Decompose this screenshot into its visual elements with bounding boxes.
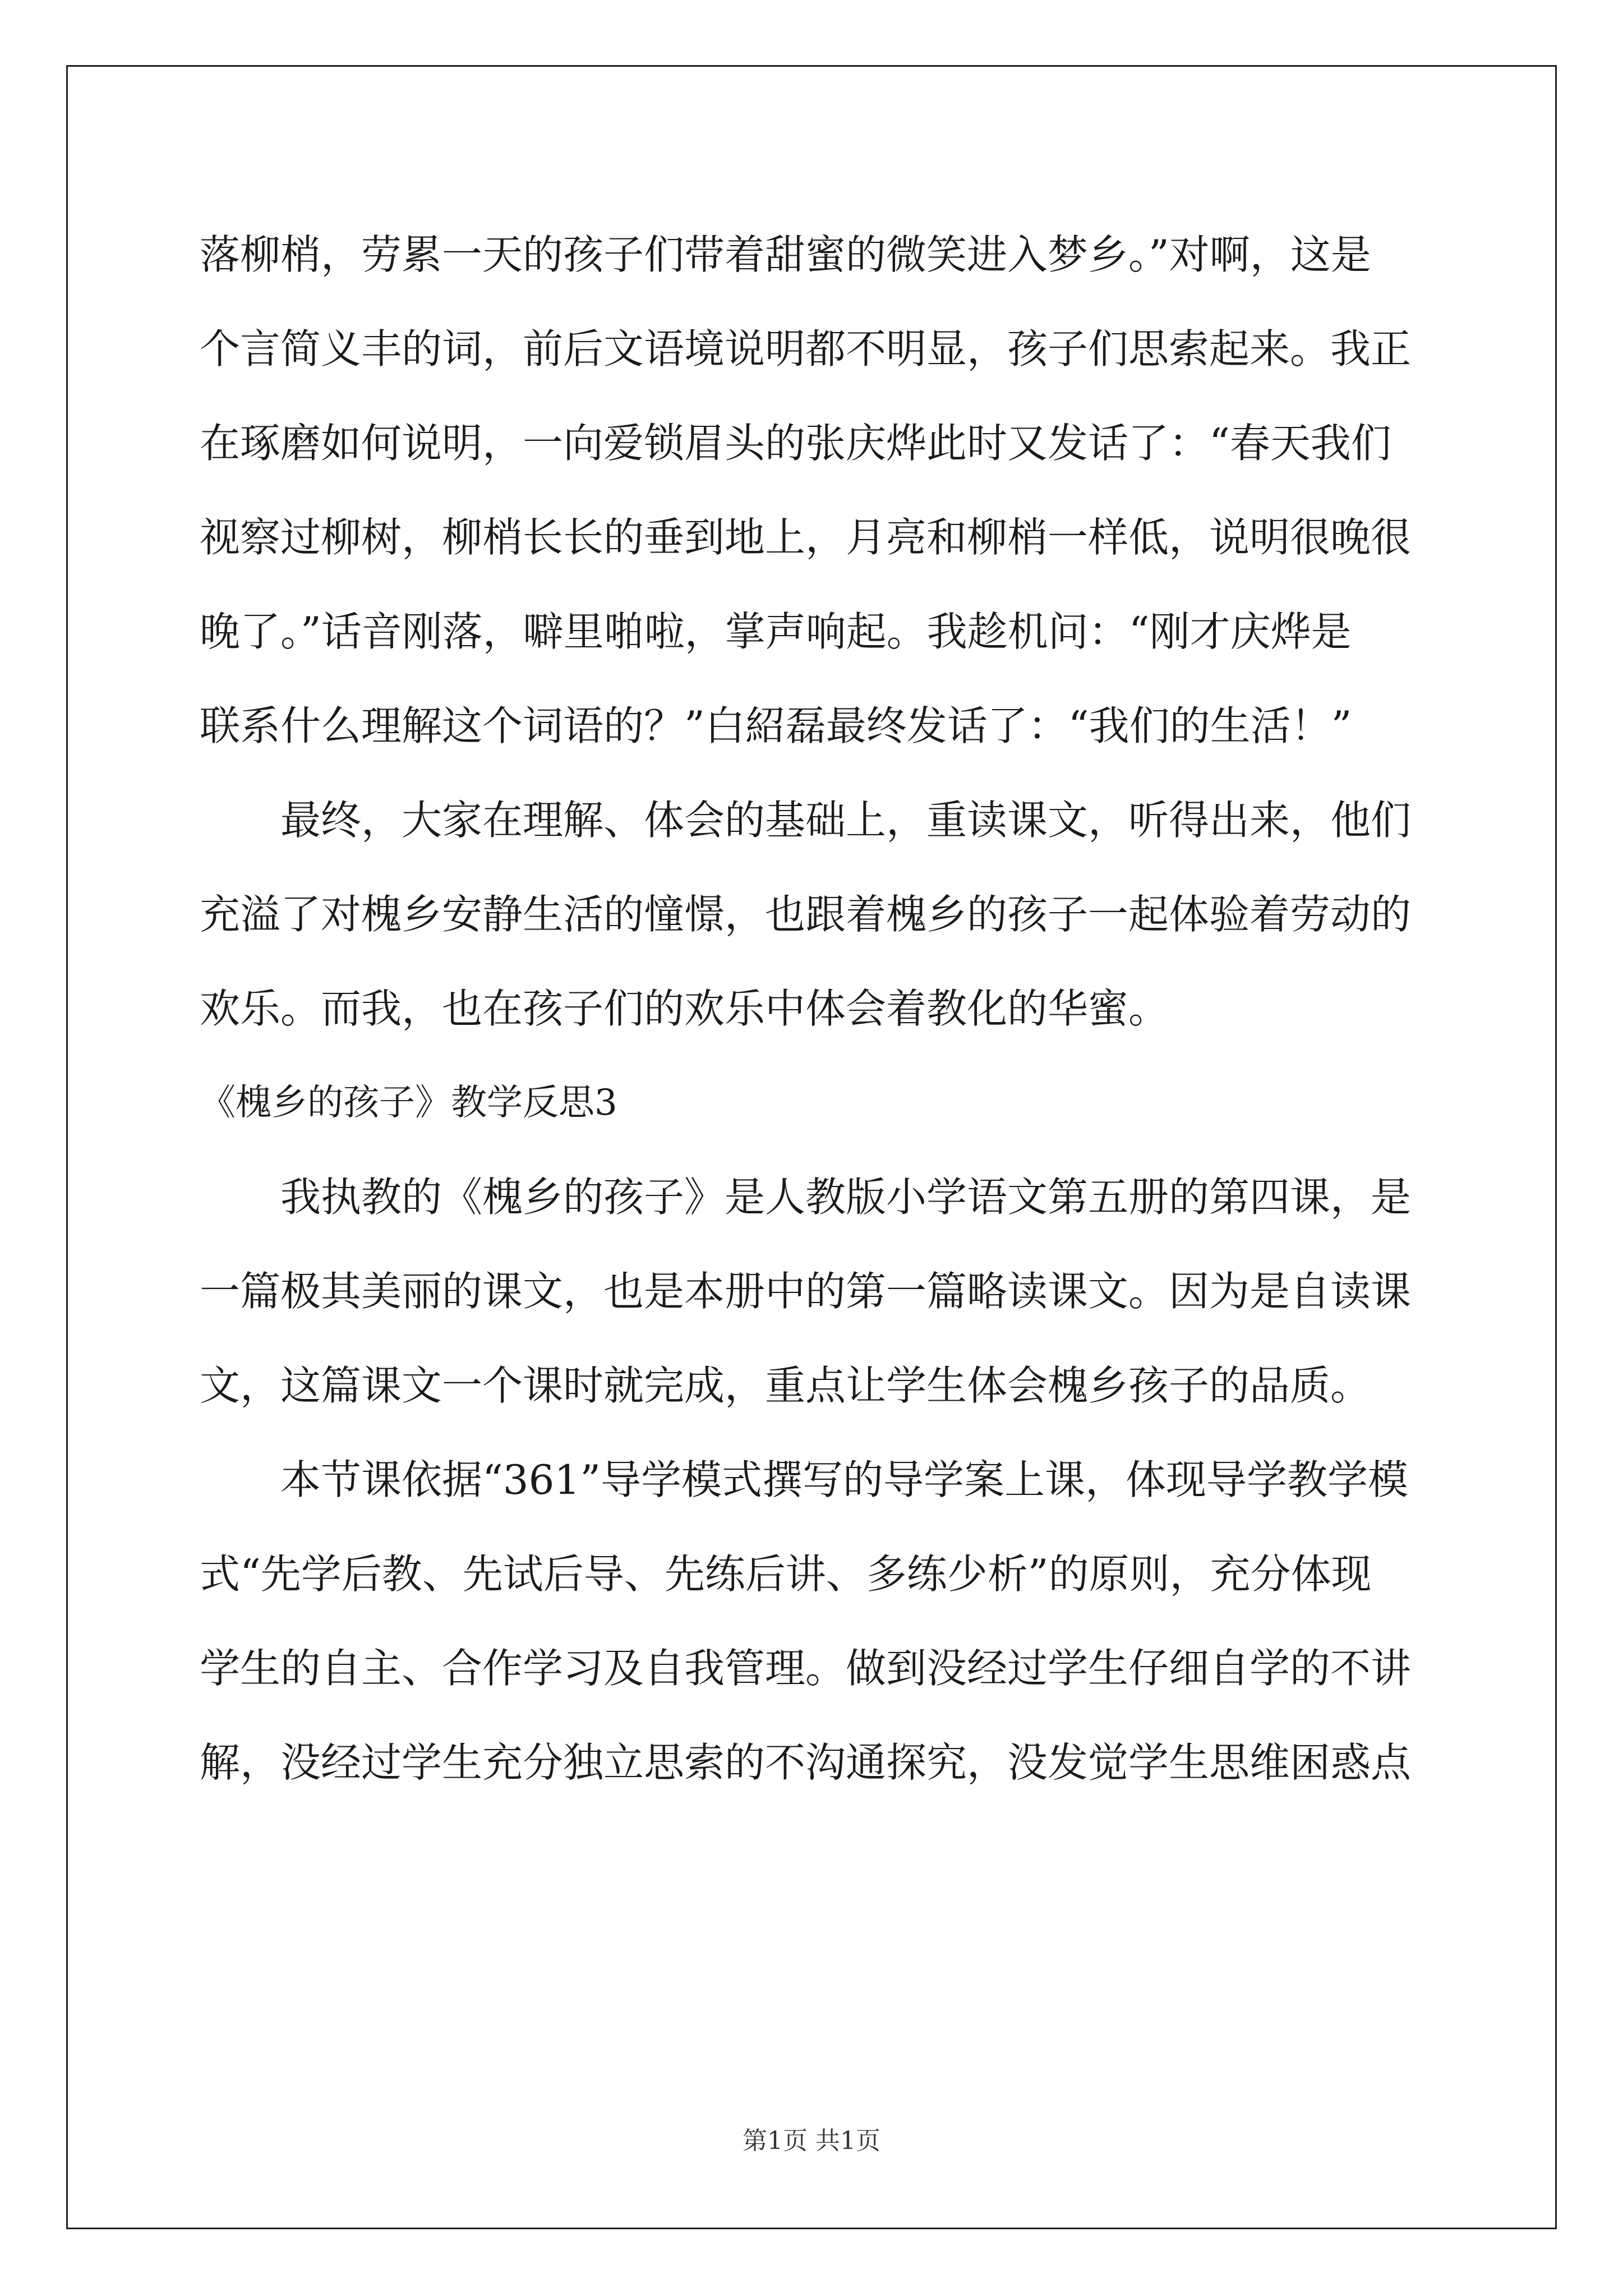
text-line: 充溢了对槐乡安静生活的憧憬，也跟着槐乡的孩子一起体验着劳动的	[200, 891, 1412, 938]
section-heading: 《槐乡的孩子》教学反思3	[200, 1082, 617, 1124]
text-line: 联系什么理解这个词语的？”白紹磊最终发话了：“我们的生活！”	[200, 702, 1352, 749]
text-line: 本节课依据“361”导学模式撰写的导学案上课，体现导学教学模	[280, 1456, 1409, 1503]
text-line: 一篇极其美丽的课文，也是本册中的第一篇略读课文。因为是自读课	[200, 1268, 1412, 1315]
text-line: 视察过柳树，柳梢长长的垂到地上，月亮和柳梢一样低，说明很晚很	[200, 514, 1412, 561]
text-line: 学生的自主、合作学习及自我管理。做到没经过学生仔细自学的不讲	[200, 1645, 1412, 1692]
text-line: 落柳梢，劳累一天的孩子们带着甜蜜的微笑进入梦乡。”对啊，这是	[200, 231, 1371, 278]
text-line: 解，没经过学生充分独立思索的不沟通探究，没发觉学生思维困惑点	[200, 1739, 1412, 1786]
text-line: 欢乐。而我，也在孩子们的欢乐中体会着教化的华蜜。	[200, 985, 1169, 1032]
text-line: 我执教的《槐乡的孩子》是人教版小学语文第五册的第四课，是	[280, 1174, 1412, 1221]
page-number-footer: 第1页 共1页	[743, 2127, 880, 2155]
text-line: 在琢磨如何说明，一向爱锁眉头的张庆烨此时又发话了：“春天我们	[200, 420, 1391, 467]
text-line: 个言简义丰的词，前后文语境说明都不明显，孩子们思索起来。我正	[200, 325, 1412, 372]
text-line: 晚了。”话音刚落，噼里啪啦，掌声响起。我趁机问：“刚才庆烨是	[200, 608, 1352, 655]
text-line: 式“先学后教、先试后导、先练后讲、多练少析”的原则，充分体现	[200, 1550, 1372, 1598]
text-line: 最终，大家在理解、体会的基础上，重读课文，听得出来，他们	[280, 797, 1412, 844]
text-line: 文，这篇课文一个课时就完成，重点让学生体会槐乡孩子的品质。	[200, 1362, 1371, 1409]
document-body	[200, 208, 1428, 1810]
